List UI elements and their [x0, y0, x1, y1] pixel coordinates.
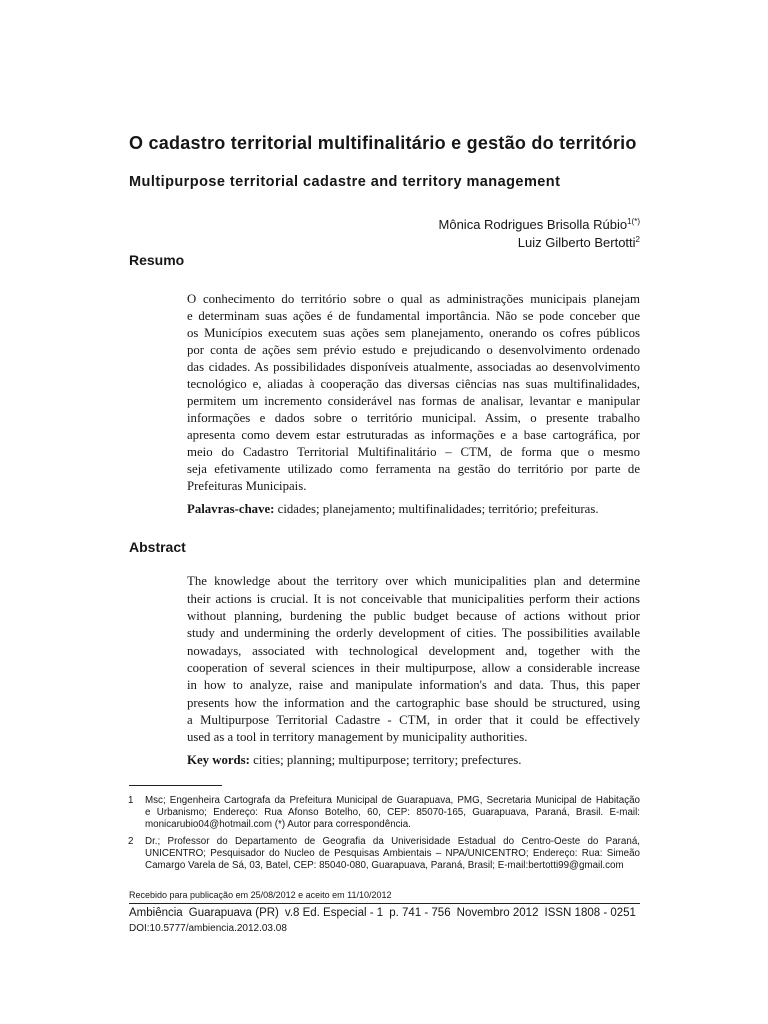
footnote-line: Msc; Engenheira Cartografa da Prefeitura Municipal de Guarapuava, PMG, Secretaria Municipal de Habitação [145, 794, 640, 806]
keywords-list: cidades; planejamento; multifinalidades; território; prefeituras. [277, 501, 599, 516]
abstract-line: a Multipurpose Territorial Cadastre - CTM, in order that it could be effectively [187, 712, 640, 727]
footnote-text [145, 795, 640, 832]
resumo-line: por conta de ações sem prévio estudo e prejudicando o desenvolvimento ordenado [187, 342, 640, 357]
abstract-line: study and undermining the orderly development of cities. The possibilities available [187, 626, 640, 641]
footnote-line: Dr.; Professor do Departamento de Geografia da Univerisidade Estadual do Centro-Oeste do Paraná, [145, 835, 640, 847]
publication-date: Novembro 2012 [456, 907, 539, 919]
journal-name: Ambiência [129, 907, 183, 919]
keywords-label: Key words: [187, 752, 250, 767]
abstract-line: used as a tool in territory management by municipality authorities. [187, 730, 528, 745]
resumo-line: Prefeituras Municipais. [187, 478, 307, 493]
doi: DOI:10.5777/ambiencia.2012.03.08 [129, 923, 287, 934]
abstract-heading: Abstract [129, 539, 186, 555]
resumo-line: O conhecimento do território sobre o qual as administrações municipais planejam [187, 291, 640, 306]
resumo-line: permitem um incremento considerável nas formas de analisar, levantar e manipular [187, 393, 640, 408]
footnote [128, 836, 640, 873]
resumo-line: meio do Cadastro Territorial Multifinalitário – CTM, de forma que o mesmo [187, 444, 640, 459]
publication-separator [129, 903, 640, 904]
abstract-line: their actions is crucial. It is not conceivable that municipalities perform their actions [187, 591, 640, 606]
author [439, 216, 640, 234]
author-name: Mônica Rodrigues Brisolla Rúbio [438, 217, 628, 232]
journal-place: Guarapuava (PR) [188, 907, 279, 919]
footnote-line: UNICENTRO; Pesquisador do Nucleo de Pesquisas Ambientais – NPA/UNICENTRO; Endereço: Rua: Simeão [145, 848, 640, 860]
footnote-line: monicarubio04@hotmail.com (*) Autor para correspondência. [145, 819, 411, 831]
abstract-paragraph [187, 573, 640, 746]
keywords-label: Palavras-chave: [187, 501, 275, 516]
citation-line [129, 906, 636, 920]
issn: ISSN 1808 - 0251 [544, 907, 636, 919]
resumo-line: das cidades. As possibilidades disponíveis atualmente, associadas ao desenvolvimento [187, 359, 640, 374]
author-name: Luiz Gilberto Bertotti [517, 235, 636, 250]
abstract-line: nowadays, associated with technological development and, together with the [187, 643, 640, 658]
resumo-line: informações e dados sobre o território municipal. Assim, o presente trabalho [187, 410, 640, 425]
abstract-line: presents how the information and the cartographic base should be structured, using [187, 695, 640, 710]
article-subtitle: Multipurpose territorial cadastre and territory management [129, 174, 561, 190]
resumo-line: apresenta como devem estar estruturadas as informações e a base cartográfica, por [187, 427, 640, 442]
author [439, 234, 640, 252]
footnote-line: Camargo Varela de Sá, 03, Batel, CEP: 85040-080, Guarapuava, Paraná, Brasil; E-mail:bertotti99@gmail.com [145, 860, 624, 872]
resumo-paragraph [187, 291, 640, 495]
footnote-text [145, 836, 640, 873]
footnote-line: e Urbanismo; Endereço: Rua Afonso Botelho, 60, CEP: 85070-165, Guarapuava, Paraná, Brasil. E-mail: [145, 807, 640, 819]
page-range: p. 741 - 756 [389, 907, 451, 919]
resumo-line: e determinam suas ações é de fundamental importância. Não se pode conceber que [187, 308, 640, 323]
footnote-separator [129, 785, 222, 786]
author-list [439, 216, 640, 252]
article-title: O cadastro territorial multifinalitário e gestão do território [129, 133, 637, 153]
resumo-heading: Resumo [129, 252, 185, 268]
author-affiliation-mark: 2 [635, 235, 640, 244]
abstract-line: cooperation of several sciences in their multipurpose, allow a considerable increase [187, 660, 640, 675]
resumo-line: os Municípios executem suas ações sem planejamento, onerando os cofres públicos [187, 325, 640, 340]
received-date-note: Recebido para publicação em 25/08/2012 e aceito em 11/10/2012 [129, 890, 392, 900]
abstract-line: without planning, burdening the public budget because of actions without prior [187, 608, 640, 623]
abstract-line: in how to analyze, raise and manipulate information's and data. Thus, this paper [187, 678, 640, 693]
resumo-keywords [187, 501, 640, 518]
abstract-line: The knowledge about the territory over which municipalities plan and determine [187, 574, 640, 589]
resumo-line: seja efetivamente utilizado como ferramenta na gestão do território por parte de [187, 461, 640, 476]
journal-volume: v.8 Ed. Especial - 1 [284, 907, 384, 919]
footnote-number: 1 [128, 794, 134, 806]
keywords-list: cities; planning; multipurpose; territory; prefectures. [253, 752, 522, 767]
abstract-keywords [187, 752, 640, 769]
footnote-number: 2 [128, 835, 134, 847]
author-affiliation-mark: 1(*) [627, 217, 640, 226]
footnote [128, 795, 640, 832]
resumo-line: tecnológico e, aliadas à cooperação das diversas ciências nas suas multifinalidades, [187, 376, 640, 391]
